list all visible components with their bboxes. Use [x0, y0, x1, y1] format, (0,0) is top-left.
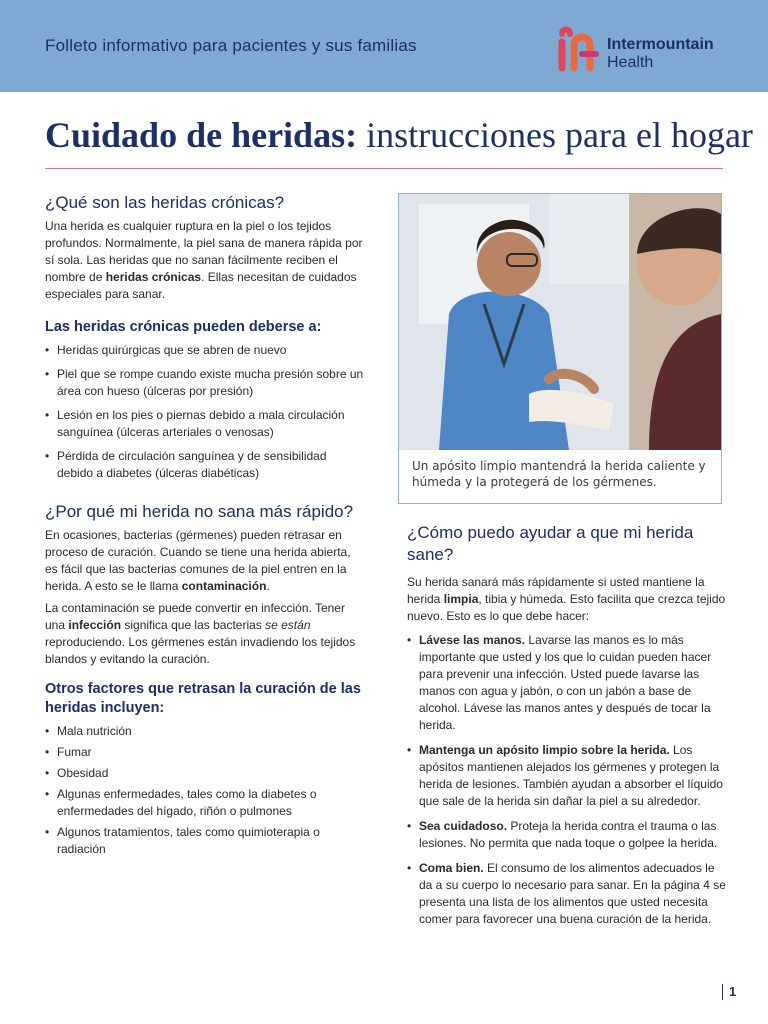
list-item: • Obesidad — [45, 765, 365, 782]
factors-list — [45, 723, 365, 858]
intermountain-logo — [556, 24, 736, 74]
help-heading: ¿Cómo puedo ayudar a que mi herida sane? — [407, 523, 694, 564]
why-paragraph-1 — [45, 527, 365, 595]
left-column — [45, 192, 365, 858]
chronic-heading: ¿Qué son las heridas crónicas? — [45, 193, 285, 212]
help-intro-end: , tibia y húmeda. Esto facilita que crezca tejido nuevo. Esto es lo que debe hacer: — [407, 592, 726, 623]
page-number: 1 — [722, 984, 736, 1000]
photo-figure — [398, 193, 722, 504]
chronic-term: heridas crónicas — [105, 270, 202, 284]
tip-text: Los apósitos mantienen alejados los gérmenes y protegen la herida de lesiones. También ayudan a absorber el líquido que sale de la herida sin dañar la piel a su alrededor. — [419, 743, 723, 808]
list-item: • Pérdida de circulación sanguínea y de sensibilidad debido a diabetes (úlceras diabéticas) — [45, 448, 365, 482]
tip-lead: Lávese las manos. — [419, 633, 526, 647]
title-divider — [45, 168, 723, 169]
tip-lead: Coma bien. — [419, 861, 484, 875]
list-item: • Heridas quirúrgicas que se abren de nuevo — [45, 342, 365, 359]
why2-emphasis: se están — [265, 618, 311, 632]
tip-lead: Sea cuidadoso. — [419, 819, 508, 833]
tip-item — [407, 818, 727, 852]
why2-text-mid: significa que las bacterias — [121, 618, 266, 632]
tip-text: Lavarse las manos es lo más importante que usted y los que lo cuidan pueden hacer para prevenir una infección. Usted puede lavarse las manos con agua y jabón, o con un jabón a base de alcohol. Lávese las manos antes y después de tocar la herida. — [419, 633, 712, 732]
title-bold: Cuidado de heridas: — [45, 115, 358, 155]
page-title — [45, 114, 753, 156]
help-intro-text: Su herida sanará más rápidamente si usted mantiene la herida — [407, 575, 705, 606]
figure-caption: Un apósito limpio mantendrá la herida caliente y húmeda y la protegerá de los gérmenes. — [412, 459, 706, 489]
title-rest: instrucciones para el hogar — [357, 115, 753, 155]
logo-wordmark-line2: Health — [607, 54, 654, 71]
tip-lead: Mantenga un apósito limpio sobre la herida. — [419, 743, 670, 757]
why-paragraph-2 — [45, 600, 365, 668]
chronic-paragraph — [45, 218, 365, 303]
help-intro — [407, 574, 727, 625]
list-item: • Fumar — [45, 744, 365, 761]
tip-item — [407, 860, 727, 928]
list-item: • Algunos tratamientos, tales como quimioterapia o radiación — [45, 824, 365, 858]
brochure-subtitle: Folleto informativo para pacientes y sus familias — [45, 36, 417, 55]
list-item: • Mala nutrición — [45, 723, 365, 740]
why2-text-end: reproduciendo. Los gérmenes están invadiendo los tejidos blandos y evitando la curación. — [45, 635, 356, 666]
intermountain-logo-mark-icon — [556, 24, 602, 74]
nurse-dressing-wound-photo — [399, 194, 721, 450]
chronic-text: Una herida es cualquier ruptura en la piel o los tejidos profundos. Normalmente, la piel sana de manera rápida por sí sola. Las heridas que no sanan fácilmente reciben el nombre de — [45, 219, 363, 284]
list-item: • Algunas enfermedades, tales como la diabetes o enfermedades del hígado, riñón o pulmones — [45, 786, 365, 820]
tip-item — [407, 632, 727, 734]
tip-text: El consumo de los alimentos adecuados le da a su cuerpo lo necesario para sanar. En la página 4 se presenta una lista de los alimentos que usted necesita comer para favorecer una buena curación de la herida. — [419, 861, 726, 926]
tip-item — [407, 742, 727, 810]
why2-text: La contaminación se puede convertir en infección. Tener una — [45, 601, 345, 632]
right-column — [407, 522, 727, 928]
causes-heading: Las heridas crónicas pueden deberse a: — [45, 319, 322, 335]
why-term-contamination: contaminación — [181, 579, 267, 593]
help-intro-term: limpia — [443, 592, 479, 606]
factors-heading: Otros factores que retrasan la curación de las heridas incluyen: — [45, 681, 361, 716]
why-heading: ¿Por qué mi herida no sana más rápido? — [45, 502, 354, 521]
tips-list — [407, 632, 727, 928]
why-text-end: . — [266, 579, 270, 593]
tip-text: Proteja la herida contra el trauma o las lesiones. No permita que nada toque o golpee la herida. — [419, 819, 718, 850]
chronic-text-end: . Ellas necesitan de cuidados especiales para sanar. — [45, 270, 357, 301]
list-item: • Lesión en los pies o piernas debido a mala circulación sanguínea (úlceras arteriales o venosas) — [45, 407, 365, 441]
why-term-infection: infección — [68, 618, 122, 632]
logo-wordmark-line1: Intermountain — [607, 36, 714, 53]
list-item: • Piel que se rompe cuando existe mucha presión sobre un área con hueso (úlceras por presión) — [45, 366, 365, 400]
why-text: En ocasiones, bacterias (gérmenes) pueden retrasar en proceso de curación. Cuando se tiene una herida abierta, es fácil que las bacterias comunes de la piel entren en la herida. A esto se le llama — [45, 528, 351, 593]
causes-list — [45, 342, 365, 482]
